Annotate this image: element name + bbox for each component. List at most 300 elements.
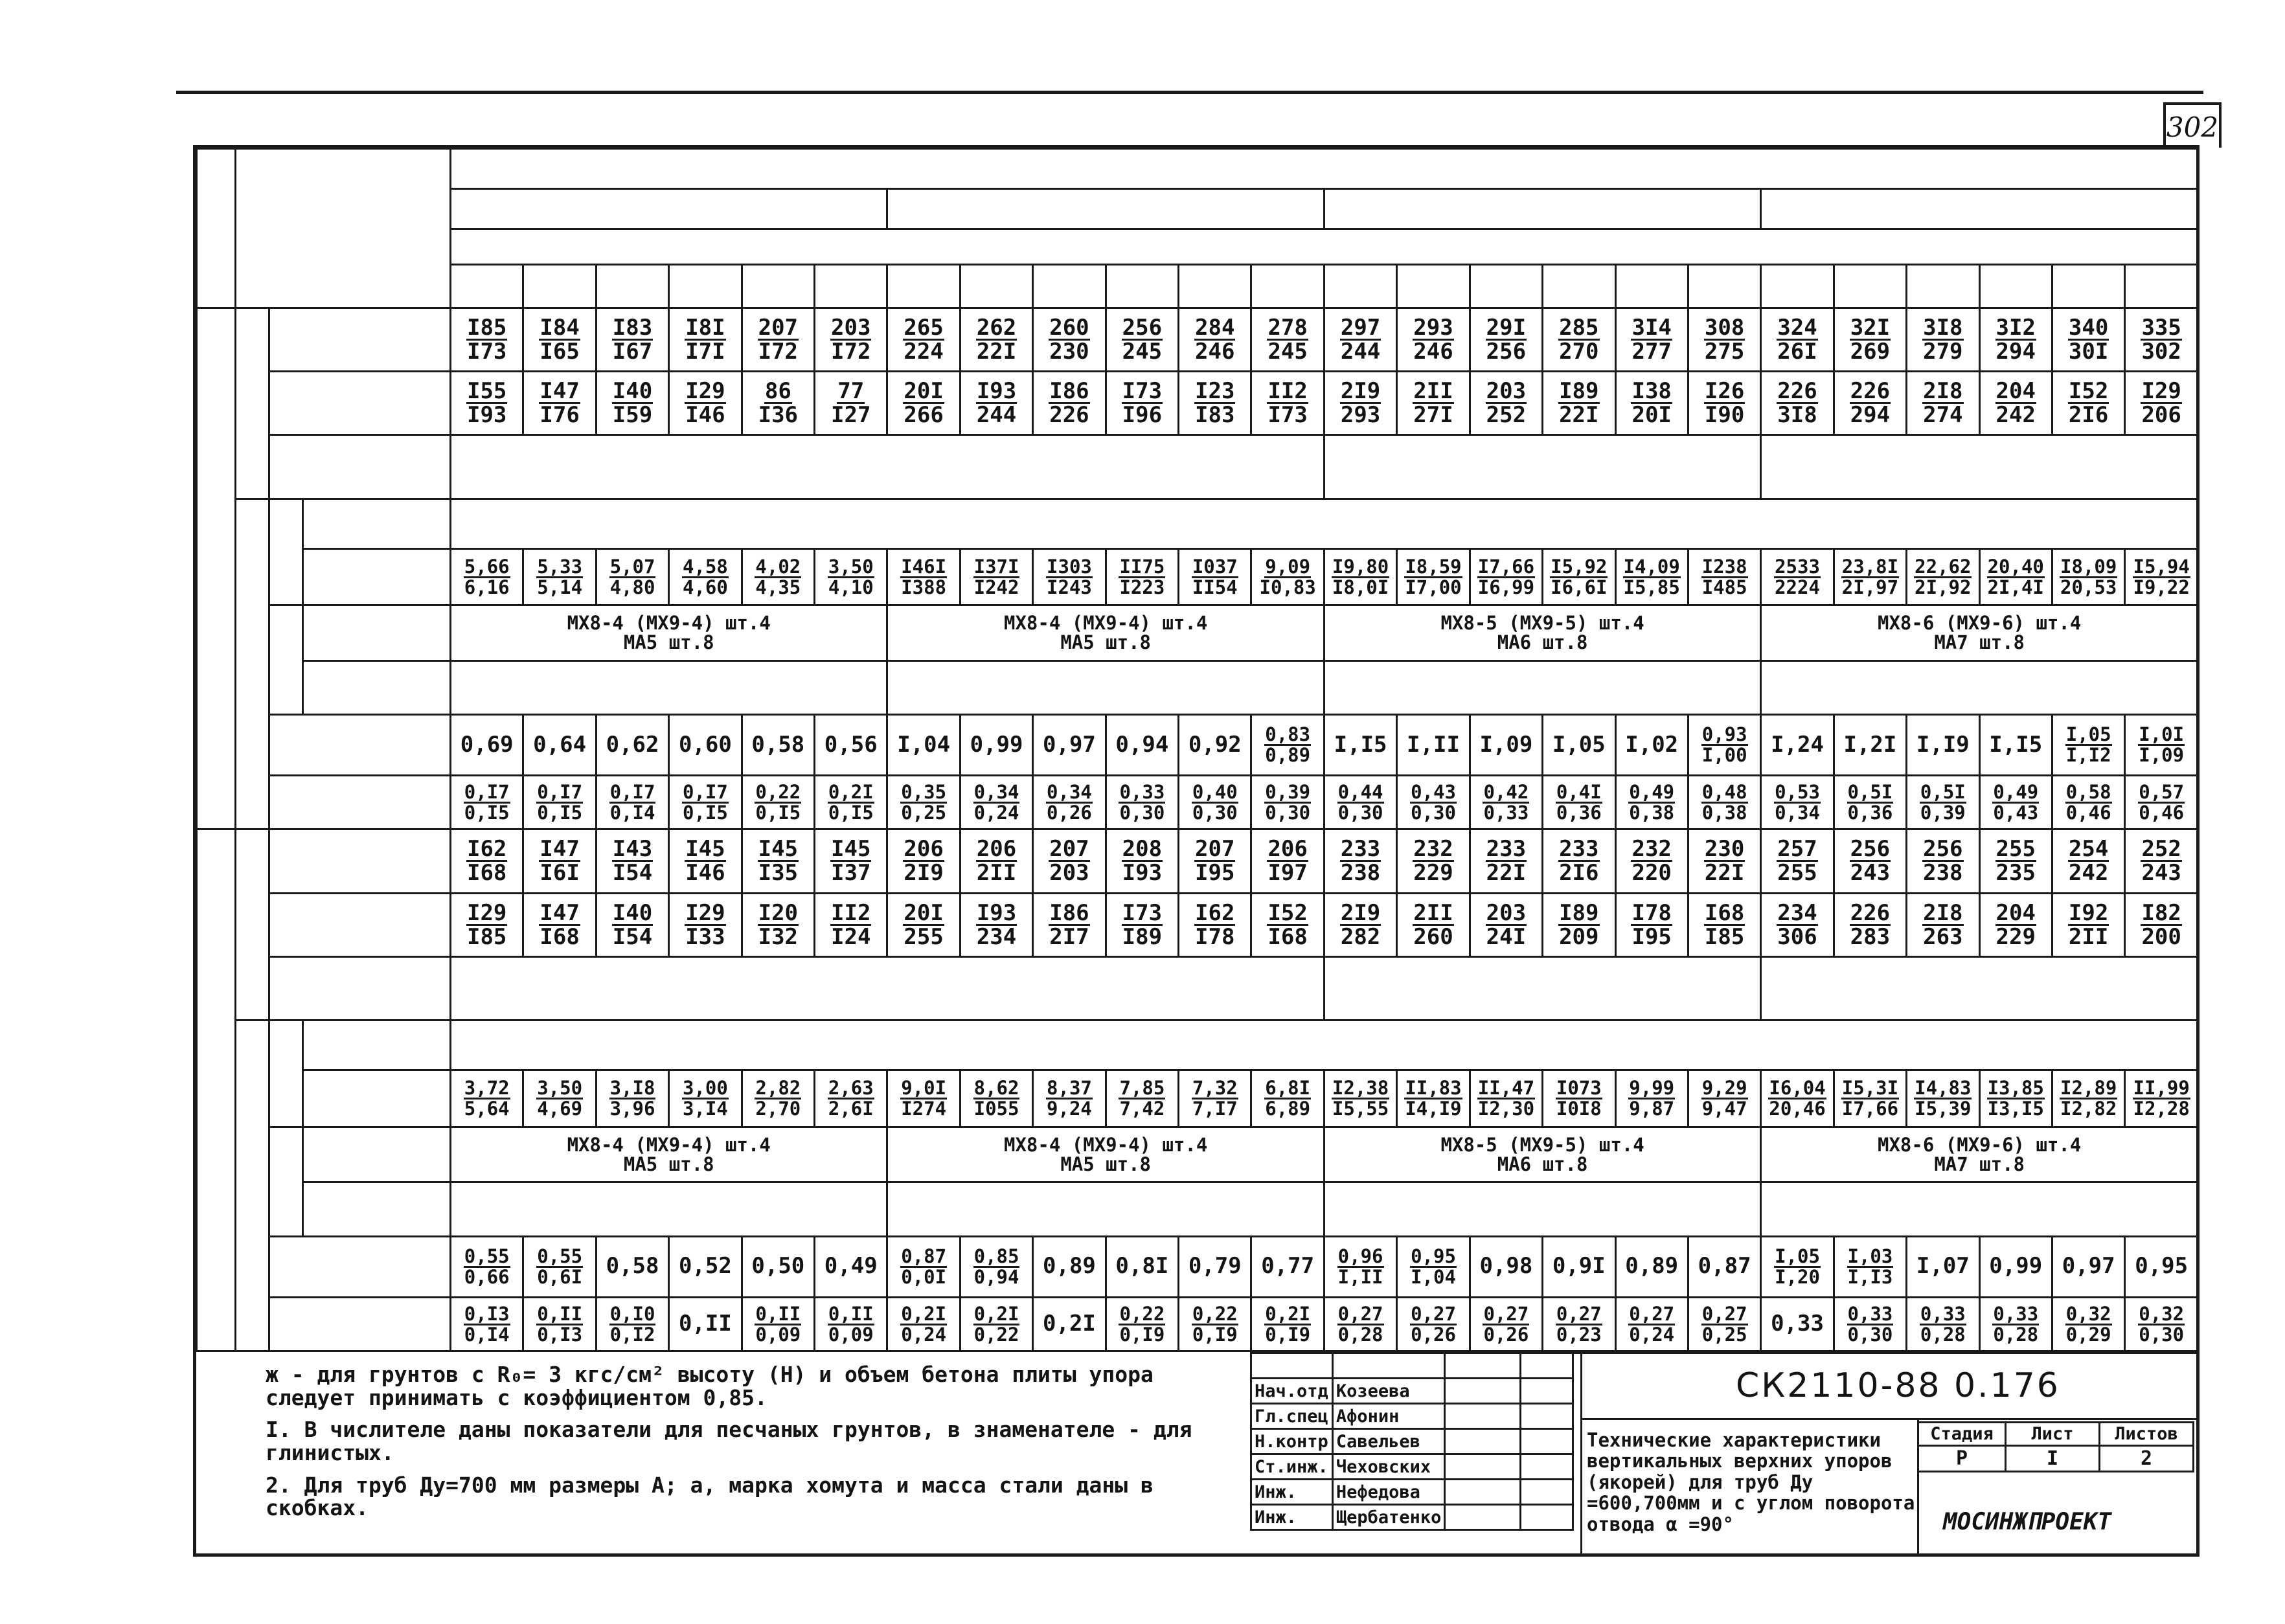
fraction <box>464 1302 510 1346</box>
numerator: 7,32 <box>1192 1077 1238 1100</box>
fraction <box>466 378 507 429</box>
fraction <box>1267 378 1308 429</box>
fraction <box>682 783 729 822</box>
row-mass <box>197 1182 2198 1236</box>
row-preparation <box>197 1297 2198 1351</box>
value-concrete: I,II <box>1397 714 1470 775</box>
value-concrete <box>960 1236 1032 1297</box>
value-concrete: 0,99 <box>1979 1236 2052 1297</box>
denominator: I7,00 <box>1405 576 1462 598</box>
value-preparation: 0,2I <box>1033 1297 1106 1351</box>
denominator: I055 <box>973 1098 1019 1120</box>
value-h <box>1251 893 1324 956</box>
value-b <box>1761 308 1834 371</box>
fraction <box>1995 378 2036 429</box>
fraction <box>609 1302 656 1346</box>
numerator: 20,40 <box>1987 555 2044 578</box>
denominator: 209 <box>1559 923 1599 950</box>
fraction <box>2065 725 2112 765</box>
depth-value <box>887 265 960 308</box>
denominator: 6,89 <box>1265 1098 1311 1120</box>
denominator: 24I <box>1486 923 1527 950</box>
fraction <box>1267 838 1308 884</box>
document-description: Технические характеристики вертикальных верхних упоров (якорей) для труб Ду =600,700мм и с углом поворота отвода α =90° <box>1587 1429 1915 1535</box>
value-aa <box>451 435 1324 499</box>
value-h <box>596 372 668 435</box>
value-h <box>1761 893 1834 956</box>
denominator: 255 <box>904 923 944 950</box>
fraction <box>536 783 583 822</box>
value-mass <box>1324 1182 1760 1236</box>
value-volume <box>960 548 1032 605</box>
value-b <box>742 829 814 893</box>
value-b <box>669 829 742 893</box>
value-b <box>1324 829 1396 893</box>
label-concrete <box>269 1236 451 1297</box>
denominator: 226 <box>1049 402 1089 429</box>
value-b <box>2125 308 2198 371</box>
numerator: 0,96 <box>1337 1245 1383 1267</box>
numerator: 22,62 <box>1915 555 1972 578</box>
fraction <box>2068 838 2109 884</box>
row-class <box>197 499 2198 548</box>
fraction <box>1631 838 1672 884</box>
denominator: 4,69 <box>537 1098 583 1120</box>
fraction <box>976 899 1017 950</box>
numerator: I238 <box>1701 555 1747 578</box>
depth-value <box>1470 265 1542 308</box>
fraction <box>1192 783 1238 822</box>
numerator: 2533 <box>1775 555 1820 578</box>
denominator: I59 <box>612 402 653 429</box>
denominator: 2,6I <box>828 1098 874 1120</box>
denominator: I0,83 <box>1259 576 1316 598</box>
value-concrete: 0,8I <box>1106 1236 1178 1297</box>
numerator: I45 <box>831 836 871 863</box>
label-preparation <box>269 775 451 829</box>
fraction <box>1631 378 1672 429</box>
numerator: 2II <box>1413 899 1453 926</box>
fraction <box>1477 1079 1535 1118</box>
fraction <box>685 378 725 429</box>
depth-value <box>523 265 596 308</box>
fraction <box>830 899 871 950</box>
denominator: 2224 <box>1775 576 1820 598</box>
denominator: 266 <box>904 402 944 429</box>
denominator: 0,30 <box>1411 802 1456 824</box>
numerator: I,0I <box>2139 723 2185 746</box>
denominator: I24 <box>831 923 871 950</box>
fraction <box>1404 555 1462 598</box>
numerator: 0,I7 <box>683 781 728 804</box>
fraction <box>539 378 580 429</box>
value-h <box>960 372 1032 435</box>
denominator: 256 <box>1486 338 1527 365</box>
depth-value <box>1324 265 1396 308</box>
denominator: 2II <box>976 860 1017 886</box>
denominator: 220 <box>1631 860 1672 886</box>
numerator: 9,29 <box>1701 1077 1747 1100</box>
value-concrete: I,09 <box>1470 714 1542 775</box>
fraction <box>539 899 580 950</box>
value-h <box>1033 372 1106 435</box>
denominator: 0,30 <box>1337 802 1383 824</box>
numerator: 0,34 <box>973 781 1019 804</box>
numerator: 0,5I <box>1847 781 1893 804</box>
numerator: 260 <box>1049 314 1089 341</box>
denominator: 263 <box>1923 923 1963 950</box>
label-mass <box>303 1182 451 1236</box>
value-volume <box>596 548 668 605</box>
fraction <box>612 314 653 365</box>
numerator: I45 <box>758 836 799 863</box>
numerator: 6,8I <box>1265 1077 1311 1100</box>
denominator: 2I9 <box>904 860 944 886</box>
denominator: 255 <box>1777 860 1817 886</box>
value-preparation <box>451 1297 523 1351</box>
fraction <box>1922 899 1963 950</box>
group-sizes <box>236 308 269 499</box>
numerator: 233 <box>1559 836 1599 863</box>
fraction <box>828 1302 874 1346</box>
group-sizes <box>236 829 269 1021</box>
numerator: 256 <box>1850 836 1891 863</box>
value-concrete: I,I5 <box>1324 714 1396 775</box>
fraction <box>1122 899 1163 950</box>
fraction <box>1192 1079 1238 1118</box>
blank-cell <box>1520 1353 1573 1379</box>
denominator: 245 <box>1122 338 1163 365</box>
fraction <box>1340 378 1381 429</box>
numerator: 0,33 <box>1119 781 1165 804</box>
numerator: 0,27 <box>1411 1302 1456 1325</box>
numerator: 297 <box>1340 314 1381 341</box>
denominator: 2I,4I <box>1987 576 2044 598</box>
value-h <box>1688 372 1760 435</box>
numerator: I78 <box>1631 899 1672 926</box>
fraction <box>1774 783 1821 822</box>
value-volume <box>1324 548 1396 605</box>
numerator: I86 <box>1049 899 1089 926</box>
value-concrete: 0,97 <box>1033 714 1106 775</box>
signature-mark <box>1445 1379 1520 1404</box>
numerator: I29 <box>685 378 725 405</box>
value-preparation <box>1251 775 1324 829</box>
numerator: I84 <box>540 314 580 341</box>
value-volume <box>742 1070 814 1127</box>
value-concrete: I,24 <box>1761 714 1834 775</box>
denominator: 283 <box>1850 923 1891 950</box>
fraction <box>1264 1302 1311 1346</box>
denominator: 0,36 <box>1847 802 1893 824</box>
numerator: 207 <box>758 314 799 341</box>
fraction <box>609 1079 656 1118</box>
numerator: 0,55 <box>464 1245 510 1267</box>
denominator: I5,55 <box>1332 1098 1389 1120</box>
denominator: 0,24 <box>901 1323 947 1346</box>
fraction <box>976 314 1017 365</box>
fraction <box>1410 1247 1457 1287</box>
denominator: 294 <box>1850 402 1891 429</box>
denominator: 0,I3 <box>537 1323 583 1346</box>
fraction <box>1486 899 1527 950</box>
fraction <box>973 555 1020 598</box>
value-h <box>887 893 960 956</box>
value-concrete: 0,9I <box>1543 1236 1615 1297</box>
fraction <box>1264 783 1311 822</box>
numerator: 0,39 <box>1265 781 1311 804</box>
numerator: II,47 <box>1477 1077 1535 1100</box>
numerator: I073 <box>1556 1077 1602 1100</box>
fraction <box>1558 378 1599 429</box>
fraction <box>2060 1079 2117 1118</box>
value-concrete <box>1834 1236 1906 1297</box>
denominator: 22I <box>976 338 1017 365</box>
denominator: 0,26 <box>1411 1323 1456 1346</box>
label-volume <box>303 548 451 605</box>
value-h <box>669 893 742 956</box>
value-concrete: 0,52 <box>669 1236 742 1297</box>
denominator: 277 <box>1631 338 1672 365</box>
numerator: I93 <box>976 378 1017 405</box>
value-volume <box>669 1070 742 1127</box>
note-1: I. В числителе даны показатели для песчаных грунтов, в знаменателе - для глинистых. <box>266 1417 1192 1465</box>
fraction <box>1628 1302 1675 1346</box>
denominator: I7I <box>685 338 725 365</box>
numerator: I29 <box>685 899 725 926</box>
fraction <box>685 899 725 950</box>
row-concrete <box>197 714 2198 775</box>
value-mass <box>887 1182 1324 1236</box>
numerator: I26 <box>1704 378 1745 405</box>
value-h <box>2125 372 2198 435</box>
denominator: 269 <box>1850 338 1891 365</box>
value-volume <box>1688 548 1760 605</box>
value-h <box>1907 893 1979 956</box>
row-aa <box>197 435 2198 499</box>
denominator: I73 <box>1268 402 1308 429</box>
fraction <box>466 838 507 884</box>
fraction <box>903 838 944 884</box>
value-b <box>1033 308 1106 371</box>
fraction <box>1558 899 1599 950</box>
denominator: I96 <box>1122 402 1163 429</box>
row-class <box>197 1021 2198 1070</box>
denominator: 9,47 <box>1701 1098 1747 1120</box>
depth-value <box>1543 265 1615 308</box>
numerator: 0,27 <box>1629 1302 1675 1325</box>
value-preparation <box>815 1297 887 1351</box>
value-preparation <box>1179 775 1251 829</box>
value-mark <box>451 605 887 660</box>
value-mass <box>1761 1182 2198 1236</box>
numerator: 2I8 <box>1923 899 1963 926</box>
denominator: 4,35 <box>755 576 801 598</box>
value-concrete: 0,99 <box>960 714 1032 775</box>
numerator: I2,38 <box>1332 1077 1389 1100</box>
value-mass <box>1324 660 1760 714</box>
value-aa <box>451 956 1324 1020</box>
denominator: I388 <box>901 576 947 598</box>
fraction <box>1850 314 1891 365</box>
fraction <box>2065 783 2112 822</box>
header-soil-resistance <box>197 149 236 308</box>
numerator: I46I <box>901 555 947 578</box>
denominator: I90 <box>1704 402 1745 429</box>
numerator: 233 <box>1486 836 1527 863</box>
depth-value <box>1033 265 1106 308</box>
denominator: 0,23 <box>1556 1323 1602 1346</box>
depth-value <box>1979 265 2052 308</box>
denominator: I85 <box>466 923 507 950</box>
denominator: 2I6 <box>1559 860 1599 886</box>
numerator: 230 <box>1704 836 1745 863</box>
fraction <box>973 1247 1020 1287</box>
denominator: I9,22 <box>2133 576 2190 598</box>
denominator: I54 <box>612 860 653 886</box>
depth-value <box>1688 265 1760 308</box>
signature-mark <box>1445 1480 1520 1505</box>
numerator: 252 <box>2141 836 2181 863</box>
sheets-header: Листов <box>2100 1423 2194 1446</box>
denominator: I4,I9 <box>1405 1098 1462 1120</box>
numerator: 7,85 <box>1119 1077 1165 1100</box>
signature-role: Инж. <box>1251 1505 1333 1530</box>
fraction <box>1046 783 1093 822</box>
denominator: 224 <box>904 338 944 365</box>
denominator: II54 <box>1192 576 1238 598</box>
value-preparation <box>742 1297 814 1351</box>
value-b <box>1397 829 1470 893</box>
fraction <box>828 783 874 822</box>
depth-value <box>596 265 668 308</box>
numerator: 0,I3 <box>464 1302 510 1325</box>
denominator: 242 <box>2068 860 2109 886</box>
value-concrete: 0,69 <box>451 714 523 775</box>
fraction <box>1841 1079 1899 1118</box>
signature-blank-row <box>1251 1353 1573 1379</box>
denominator: 0,I9 <box>1119 1323 1165 1346</box>
value-b <box>596 308 668 371</box>
numerator: I,05 <box>1775 1245 1820 1267</box>
value-concrete: 0,62 <box>596 714 668 775</box>
value-volume <box>1033 548 1106 605</box>
cell-line: МА7 шт.8 <box>1934 1153 2025 1175</box>
value-preparation <box>1615 775 1688 829</box>
numerator: I20 <box>758 899 799 926</box>
fraction <box>830 838 871 884</box>
numerator: 0,4I <box>1556 781 1602 804</box>
note-star: ж - для грунтов с R₀= 3 кгс/см² высоту (Н) и объем бетона плиты упора следует принимать с коэффициентом 0,85. <box>266 1362 1154 1410</box>
numerator: 2I8 <box>1923 378 1963 405</box>
fraction <box>1847 1247 1894 1287</box>
group-materials <box>236 1021 269 1351</box>
numerator: 3I4 <box>1631 314 1672 341</box>
fraction <box>976 378 1017 429</box>
fraction <box>1628 1079 1675 1118</box>
fraction <box>466 899 507 950</box>
value-preparation <box>960 1297 1032 1351</box>
value-h <box>523 893 596 956</box>
denominator: 0,22 <box>973 1323 1019 1346</box>
value-h <box>815 372 887 435</box>
numerator: 3,00 <box>683 1077 728 1100</box>
value-volume <box>1834 548 1906 605</box>
fraction <box>536 1302 583 1346</box>
fraction <box>1914 1079 1972 1118</box>
numerator: 232 <box>1413 836 1453 863</box>
value-concrete: I,2I <box>1834 714 1906 775</box>
denominator: 22I <box>1704 860 1745 886</box>
denominator: I,09 <box>2139 744 2185 767</box>
signature-name: Афонин <box>1332 1404 1445 1429</box>
denominator: 9,24 <box>1047 1098 1092 1120</box>
numerator: 5,07 <box>609 555 655 578</box>
denominator: 20,53 <box>2060 576 2117 598</box>
fraction <box>1332 1079 1389 1118</box>
numerator: I62 <box>1195 899 1235 926</box>
numerator: 206 <box>904 836 944 863</box>
fraction <box>1413 314 1453 365</box>
denominator: 0,6I <box>537 1266 583 1288</box>
signature-role: Н.контр <box>1251 1429 1333 1454</box>
depth-value <box>1179 265 1251 308</box>
denominator: 3I8 <box>1777 402 1817 429</box>
numerator: 0,49 <box>1629 781 1675 804</box>
numerator: 4,58 <box>683 555 728 578</box>
signature-name: Щербатенко <box>1332 1505 1445 1530</box>
fraction <box>1995 899 2036 950</box>
value-preparation <box>1251 1297 1324 1351</box>
value-b <box>742 308 814 371</box>
fraction <box>900 1302 947 1346</box>
denominator: 2I6 <box>2068 402 2109 429</box>
fraction <box>536 555 583 598</box>
numerator: I40 <box>612 899 653 926</box>
numerator: 2I9 <box>1340 899 1381 926</box>
cell-line: МХ8-5 (МХ9-5) шт.4 <box>1440 1133 1644 1156</box>
numerator: 0,44 <box>1337 781 1383 804</box>
numerator: 0,27 <box>1337 1302 1383 1325</box>
fraction <box>1701 783 1748 822</box>
value-preparation <box>2052 775 2124 829</box>
fraction <box>755 1079 801 1118</box>
fraction <box>900 783 947 822</box>
fraction <box>830 314 871 365</box>
value-volume <box>1324 1070 1396 1127</box>
numerator: 0,22 <box>755 781 801 804</box>
fraction <box>2138 783 2185 822</box>
value-h <box>1179 372 1251 435</box>
numerator: 0,2I <box>973 1302 1019 1325</box>
fraction <box>2065 1302 2112 1346</box>
denominator: I65 <box>540 338 580 365</box>
fraction <box>1701 1302 1748 1346</box>
fraction <box>1410 783 1457 822</box>
value-volume <box>1761 548 1834 605</box>
value-b <box>1979 308 2052 371</box>
denominator: I,I3 <box>1847 1266 1893 1288</box>
fraction <box>1987 555 2045 598</box>
signature-date <box>1520 1480 1573 1505</box>
value-h <box>1543 372 1615 435</box>
signature-name: Чеховских <box>1332 1454 1445 1480</box>
numerator: 8,62 <box>973 1077 1019 1100</box>
fraction <box>1119 1079 1165 1118</box>
numerator: 0,42 <box>1483 781 1529 804</box>
fraction <box>2141 899 2181 950</box>
value-preparation <box>523 775 596 829</box>
